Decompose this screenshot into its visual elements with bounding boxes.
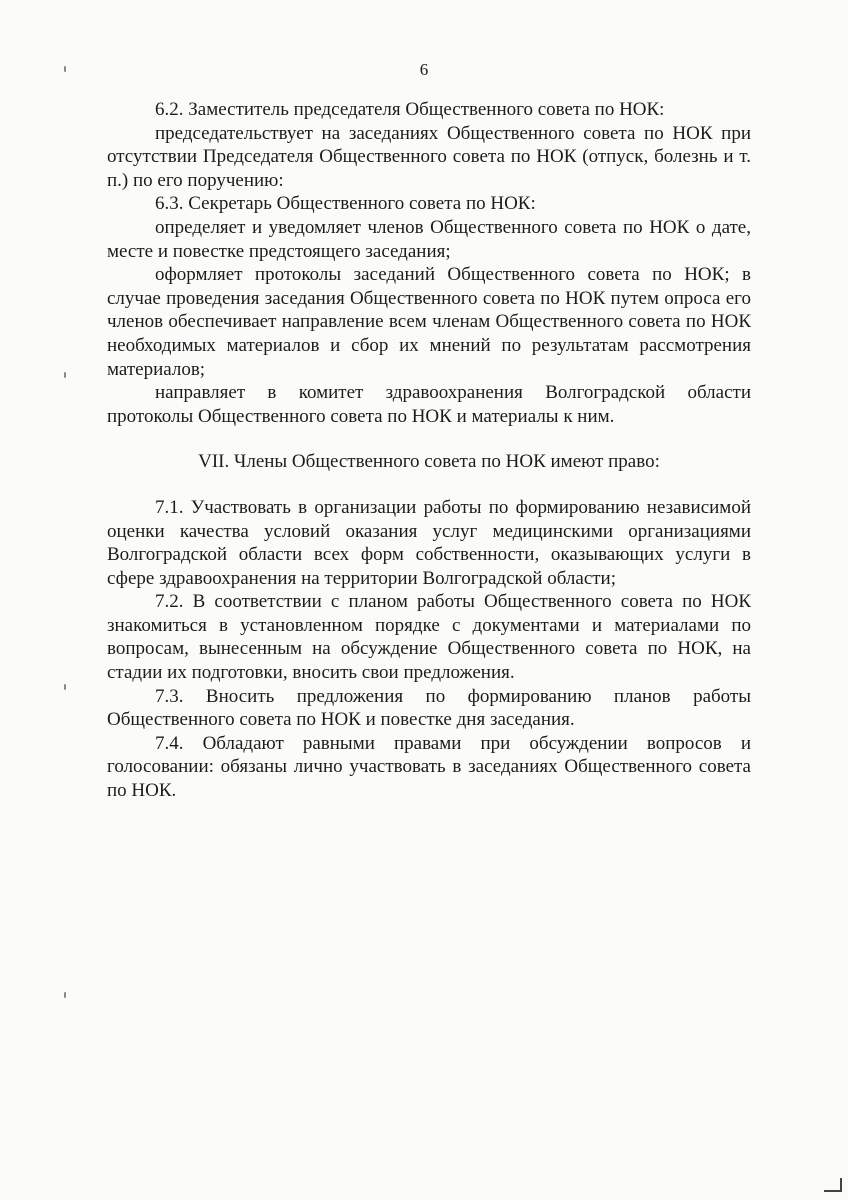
- paragraph-6-3: 6.3. Секретарь Общественного совета по НОК:: [155, 193, 536, 215]
- scan-mark: [64, 992, 66, 998]
- paragraph-7-3: 7.3. Вносить предложения по формированию планов работы Общественного совета по НОК и повестке дня заседания.: [107, 685, 751, 731]
- paragraph-6-3-duty-send: направляет в комитет здравоохранения Волгоградской области протоколы Общественного совета по НОК и материалы к ним.: [107, 382, 751, 427]
- paragraph-6-3-duty-notify: определяет и уведомляет членов Общественного совета по НОК о дате, месте и повестке предстоящего заседания;: [107, 216, 751, 262]
- paragraph-7-1: 7.1. Участвовать в организации работы по формированию независимой оценки качества условий оказания услуг медицинскими организациями Волгоградской области всех форм собственности, оказывающих услуги в сфере здравоохранения на территории Волгоградской области;: [107, 496, 751, 589]
- scan-corner-mark: [840, 1178, 842, 1192]
- scan-mark: [64, 372, 66, 378]
- paragraph-6-2-duty: председательствует на заседаниях Общественного совета по НОК при отсутствии Председателя Общественного совета по НОК (отпуск, болезнь и т. п.) по его поручению:: [107, 122, 751, 191]
- paragraph-6-3-duty-protocols: оформляет протоколы заседаний Общественного совета по НОК; в случае проведения заседания Общественного совета по НОК путем опроса его членов обеспечивает направление всем членам Общественного совета по НОК необходимых материалов и сбор их мнений по результатам рассмотрения материалов;: [107, 264, 751, 380]
- paragraph-7-4: 7.4. Обладают равными правами при обсуждении вопросов и голосовании: обязаны лично участвовать в заседаниях Общественного совета по НОК.: [107, 732, 751, 802]
- scan-mark: [64, 684, 66, 690]
- paragraph-6-2: 6.2. Заместитель председателя Общественного совета по НОК:: [155, 99, 665, 120]
- paragraph-7-2: 7.2. В соответствии с планом работы Общественного совета по НОК знакомиться в установленном порядке с документами и материалами по вопросам, вынесенным на обсуждение Общественного совета по НОК, на стадии их подготовки, вносить свои предложения.: [107, 591, 751, 684]
- scan-mark: [64, 66, 66, 72]
- page-number: 6: [419, 60, 429, 79]
- document-body: [107, 98, 751, 803]
- section-heading: VII. Члены Общественного совета по НОК имеют право:: [198, 451, 660, 473]
